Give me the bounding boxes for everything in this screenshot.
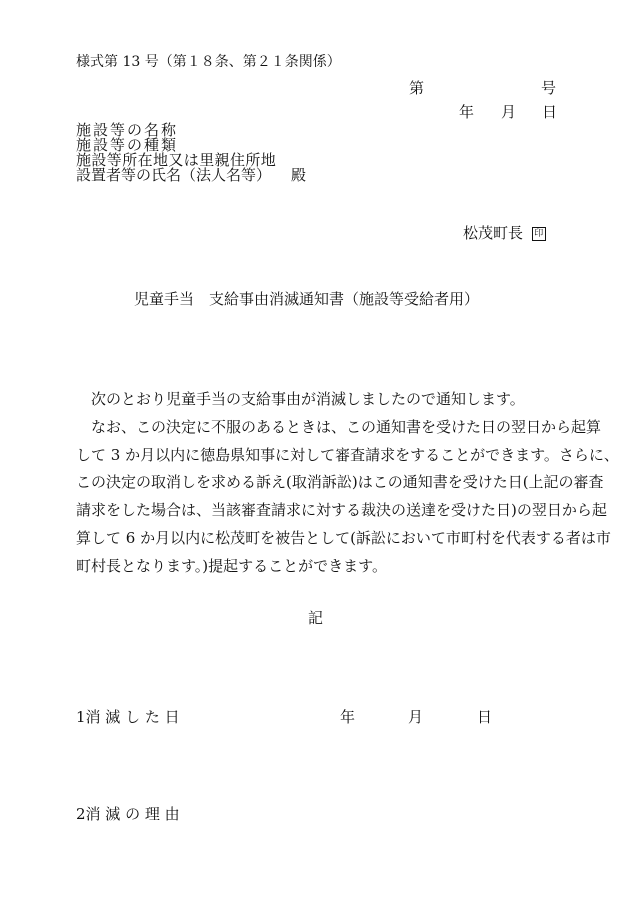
honorific: 殿	[291, 166, 307, 184]
issuer	[463, 224, 546, 242]
body-line-3: して 3 か月以内に徳島県知事に対して審査請求をすることができます。さらに、	[76, 445, 619, 464]
item1-day: 日	[477, 708, 493, 726]
facility-type-label: 施設等の種類	[76, 136, 179, 154]
body-line-5: 請求をした場合は、当該審査請求に対する裁決の送達を受けた日)の翌日から起	[76, 501, 607, 520]
date-year-label: 年	[459, 103, 475, 121]
form-number: 様式第 13 号（第１８条、第２１条関係）	[76, 54, 341, 70]
item1-year: 年	[340, 708, 356, 726]
item1-month: 月	[408, 708, 424, 726]
body-line-6: 算して 6 か月以内に松茂町を被告として(訴訟において市町村を代表する者は市	[76, 528, 611, 547]
facility-address-label: 施設等所在地又は里親住所地	[76, 151, 277, 169]
seal-stamp-icon: 印	[532, 227, 546, 241]
body-paragraph	[76, 386, 619, 581]
body-line-1: 次のとおり児童手当の支給事由が消滅しましたので通知します。	[91, 390, 525, 408]
founder-name-label: 設置者等の氏名（法人名等）	[76, 166, 272, 184]
date-day-label: 日	[542, 103, 558, 121]
doc-number-prefix: 第	[409, 79, 425, 97]
item2-label: 2消 滅 の 理 由	[76, 805, 180, 823]
item1-label: 1消 滅 し た 日	[76, 708, 180, 726]
date-month-label: 月	[501, 103, 517, 121]
document-title: 児童手当 支給事由消滅通知書（施設等受給者用）	[134, 290, 480, 308]
body-line-2: なお、この決定に不服のあるときは、この通知書を受けた日の翌日から起算	[91, 417, 602, 436]
facility-name-label: 施設等の名称	[76, 121, 179, 139]
issuer-name: 松茂町長	[463, 224, 524, 242]
body-line-4: この決定の取消しを求める訴え(取消訴訟)はこの通知書を受けた日(上記の審査	[76, 473, 604, 492]
ki-heading: 記	[308, 609, 324, 627]
doc-number-suffix: 号	[541, 79, 557, 97]
body-line-7: 町村長となります。)提起することができます。	[76, 556, 387, 575]
